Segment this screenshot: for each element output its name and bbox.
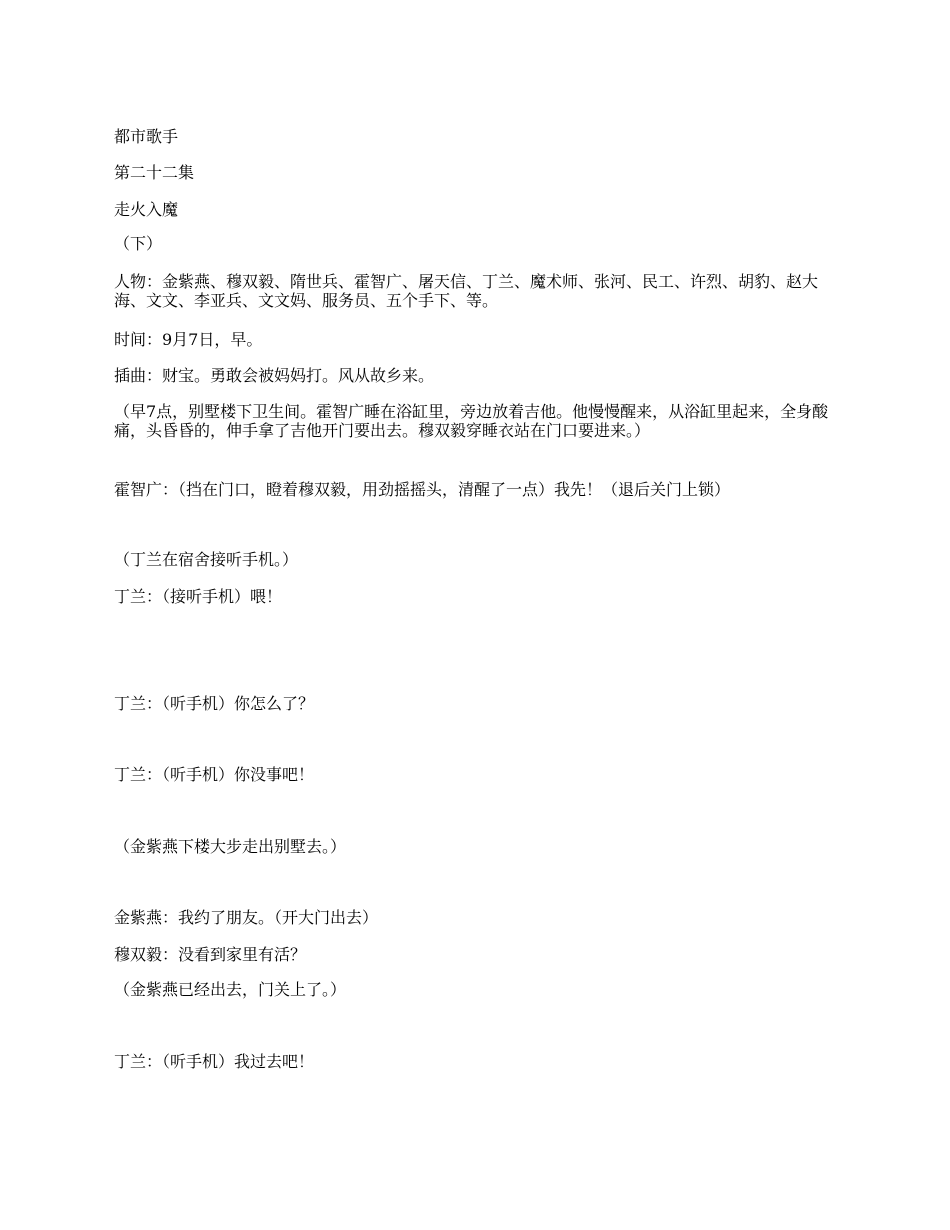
dialogue-paragraph: 金紫燕：我约了朋友。（开大门出去） [114, 908, 379, 927]
time-paragraph: 时间：9月7日，早。 [114, 330, 263, 349]
stage-direction-paragraph: （丁兰在宿舍接听手机。） [114, 550, 299, 569]
dialogue-paragraph: 丁兰：（接听手机）喂！ [114, 587, 283, 606]
characters-paragraph: 人物：金紫燕、穆双毅、隋世兵、霍智广、屠天信、丁兰、魔术师、张河、民工、许烈、胡豹、赵大海、文文、李亚兵、文文妈、服务员、五个手下、等。 [114, 272, 819, 310]
part-label: （下） [114, 234, 163, 253]
episode-label: 第二十二集 [114, 163, 195, 182]
stage-direction-paragraph: （金紫燕下楼大步走出别墅去。） [114, 837, 347, 856]
dialogue-paragraph: 穆双毅：没看到家里有活？ [114, 945, 307, 964]
stage-direction-paragraph: （金紫燕已经出去，门关上了。） [114, 980, 347, 999]
dialogue-paragraph: 丁兰：（听手机）你怎么了？ [114, 694, 315, 713]
dialogue-paragraph: 霍智广：（挡在门口，瞪着穆双毅，用劲摇摇头，清醒了一点）我先！（退后关门上锁） [114, 480, 731, 499]
dialogue-paragraph: 丁兰：（听手机）你没事吧！ [114, 765, 315, 784]
document-title: 都市歌手 [114, 127, 179, 146]
songs-paragraph: 插曲：财宝。勇敢会被妈妈打。风从故乡来。 [114, 366, 435, 385]
dialogue-paragraph: 丁兰：（听手机）我过去吧！ [114, 1052, 315, 1071]
stage-direction-paragraph: （早7点，别墅楼下卫生间。霍智广睡在浴缸里，旁边放着吉他。他慢慢醒来，从浴缸里起来，全身酸痛，头昏昏的，伸手拿了吉他开门要出去。穆双毅穿睡衣站在门口要进来。） [114, 402, 829, 440]
episode-subtitle: 走火入魔 [114, 200, 179, 219]
